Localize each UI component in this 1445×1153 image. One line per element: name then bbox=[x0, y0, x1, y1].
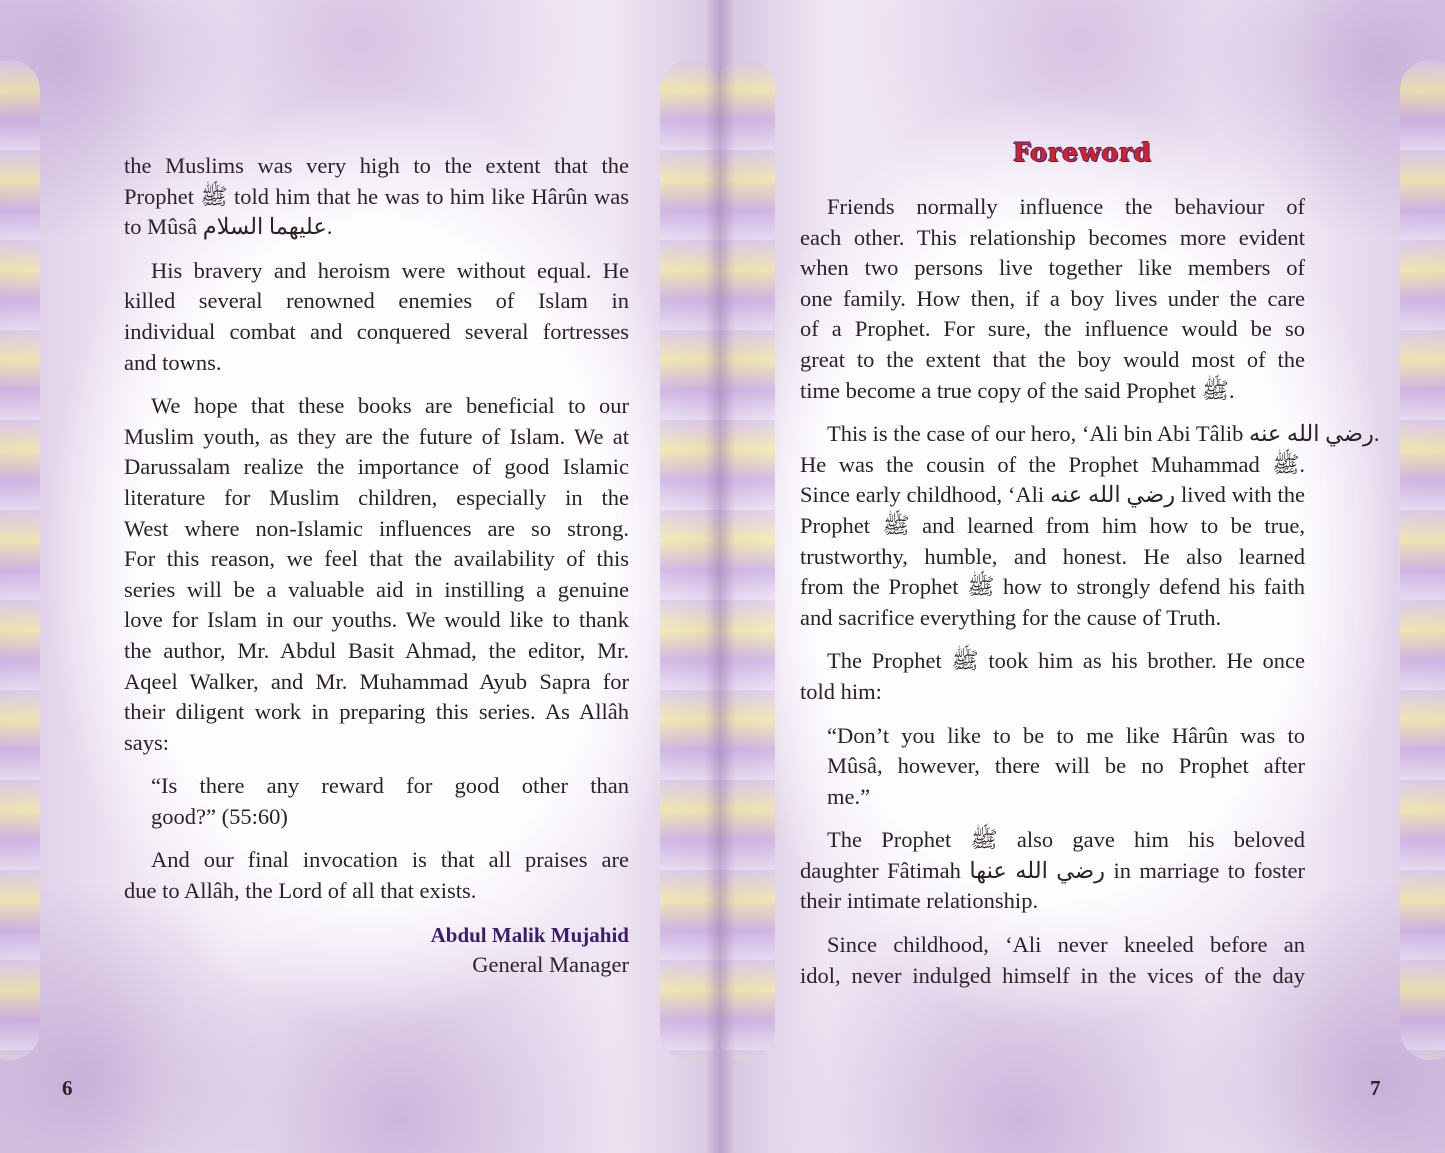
text-line: individual combat and conquered several fortresses bbox=[124, 318, 629, 344]
signature bbox=[124, 920, 629, 981]
text-line: literature for Muslim children, especially in the bbox=[124, 484, 629, 510]
text-line: idol, never indulged himself in the vices of the day bbox=[800, 962, 1305, 988]
text-line: West where non-Islamic influences are so strong. bbox=[124, 515, 629, 541]
paragraph bbox=[124, 256, 629, 378]
ornamental-border bbox=[0, 60, 40, 1060]
text-line: Since early childhood, ‘Ali رضي الله عنه lived with the bbox=[800, 482, 1305, 508]
text-line: and sacrifice everything for the cause of Truth. bbox=[800, 604, 1222, 630]
text-line: their diligent work in preparing this series. As Allâh bbox=[124, 699, 629, 725]
text-line: time become a true copy of the said Prophet ﷺ. bbox=[800, 377, 1235, 403]
text-line: to Mûsâ عليهما السلام. bbox=[124, 214, 333, 240]
left-page-text bbox=[124, 151, 629, 981]
text-line: one family. How then, if a boy lives under the care bbox=[800, 285, 1305, 311]
text-line: “Is there any reward for good other than bbox=[151, 773, 629, 799]
paragraph bbox=[800, 419, 1380, 633]
text-line: He was the cousin of the Prophet Muhammad ﷺ. bbox=[800, 451, 1305, 477]
text-line: and towns. bbox=[124, 349, 222, 375]
text-line: Darussalam realize the importance of good Islamic bbox=[124, 454, 629, 480]
signatory-title: General Manager bbox=[472, 952, 629, 978]
text-line: of a Prophet. For sure, the influence would be so bbox=[800, 316, 1305, 342]
ornamental-border bbox=[1400, 60, 1445, 1060]
text-line: Mûsâ, however, there will be no Prophet after bbox=[827, 753, 1305, 779]
text-line: Since childhood, ‘Ali never kneeled before an bbox=[827, 932, 1305, 958]
left-page bbox=[0, 0, 720, 1153]
signatory-name: Abdul Malik Mujahid bbox=[430, 922, 629, 947]
text-line: And our final invocation is that all praises are bbox=[151, 847, 629, 873]
text-line: The Prophet ﷺ took him as his brother. He once bbox=[827, 648, 1305, 674]
paragraph bbox=[800, 825, 1305, 917]
text-line: We hope that these books are beneficial to our bbox=[151, 393, 629, 419]
paragraph bbox=[124, 151, 629, 243]
text-line: from the Prophet ﷺ how to strongly defend his faith bbox=[800, 574, 1305, 600]
text-line: series will be a valuable aid in instilling a genuine bbox=[124, 576, 629, 602]
text-line: says: bbox=[124, 729, 169, 755]
right-page bbox=[720, 0, 1445, 1153]
text-line: good?” (55:60) bbox=[151, 803, 288, 829]
text-line: told him: bbox=[800, 678, 882, 704]
text-line: Friends normally influence the behaviour of bbox=[827, 194, 1305, 219]
text-line: trustworthy, humble, and honest. He also learned bbox=[800, 543, 1305, 569]
page-number: 7 bbox=[1370, 1076, 1381, 1100]
page-number: 6 bbox=[62, 1076, 73, 1100]
paragraph bbox=[800, 930, 1305, 991]
text-line: killed several renowned enemies of Islam in bbox=[124, 288, 629, 314]
text-line: each other. This relationship becomes more evident bbox=[800, 224, 1305, 250]
text-line: Prophet ﷺ told him that he was to him like Hârûn was bbox=[124, 183, 630, 209]
text-line: when two persons live together like members of bbox=[800, 255, 1305, 281]
text-line: This is the case of our hero, ‘Ali bin Abi Tâlib رضي الله عنه. bbox=[827, 421, 1380, 447]
book-spine bbox=[705, 0, 735, 1153]
text-line: daughter Fâtimah رضي الله عنها in marriage to foster bbox=[800, 857, 1305, 883]
text-line: me.” bbox=[827, 783, 871, 809]
text-line: Prophet ﷺ and learned from him how to be true, bbox=[800, 512, 1305, 538]
text-line: For this reason, we feel that the availability of this bbox=[124, 546, 629, 572]
paragraph bbox=[800, 192, 1305, 406]
quotation bbox=[151, 771, 629, 832]
text-line: the author, Mr. Abdul Basit Ahmad, the editor, Mr. bbox=[124, 637, 629, 663]
text-line: the Muslims was very high to the extent that the bbox=[124, 153, 629, 178]
right-page-text bbox=[800, 192, 1380, 1004]
text-line: love for Islam in our youths. We would like to thank bbox=[124, 607, 629, 633]
text-line: their intimate relationship. bbox=[800, 888, 1039, 914]
chapter-title: Foreword bbox=[1013, 138, 1152, 167]
text-line: The Prophet ﷺ also gave him his beloved bbox=[827, 827, 1306, 853]
text-line: His bravery and heroism were without equal. He bbox=[151, 257, 629, 283]
text-line: due to Allâh, the Lord of all that exists. bbox=[124, 878, 477, 904]
paragraph bbox=[800, 646, 1305, 707]
text-line: “Don’t you like to be to me like Hârûn was to bbox=[827, 722, 1305, 748]
paragraph bbox=[124, 391, 629, 758]
quotation bbox=[827, 721, 1305, 813]
text-line: Aqeel Walker, and Mr. Muhammad Ayub Sapra for bbox=[124, 668, 629, 694]
text-line: Muslim youth, as they are the future of Islam. We at bbox=[124, 423, 629, 449]
paragraph bbox=[124, 845, 629, 906]
text-line: great to the extent that the boy would most of the bbox=[800, 346, 1305, 372]
